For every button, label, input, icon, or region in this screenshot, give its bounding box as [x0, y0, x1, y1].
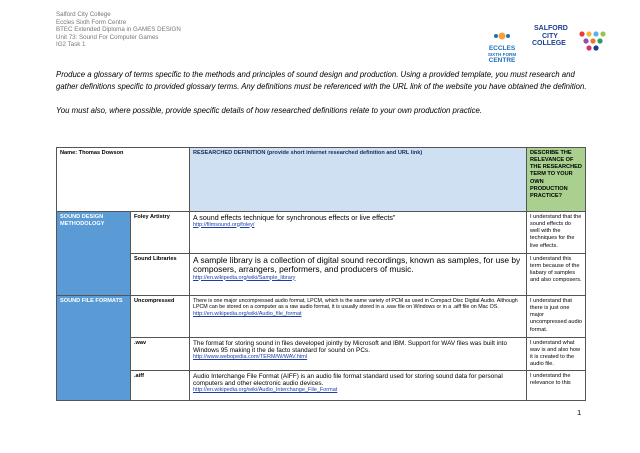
salford-logo-text-3: COLLEGE [532, 40, 566, 47]
header-line: IG2 Task 1 [56, 41, 86, 49]
eccles-logo-graphic [482, 32, 522, 40]
glossary-term: Uncompressed [131, 296, 190, 338]
eccles-logo-text-3: CENTRE [488, 57, 516, 64]
relevance-text: I understand the relevance to this [527, 371, 586, 401]
table-row [57, 371, 586, 401]
salford-city-college-logo [530, 25, 616, 55]
instructions-paragraph: You must also, where possible, provide specific details of how researched definitions relate to your own production practice. [56, 105, 483, 115]
salford-logo-dots [578, 29, 616, 51]
definition-cell [190, 296, 527, 338]
table-row [57, 212, 586, 254]
definition-link[interactable]: http://filmsound.org/foley/ [193, 221, 255, 228]
definition-text: Audio Interchange File Format (AIFF) is an audio file format standard used for storing sound data for personal computers and other electronic audio devices. [193, 372, 503, 387]
table-row [57, 254, 586, 296]
definition-text: There is one major uncompressed audio format, LPCM, which is the same variety of PCM as used in Compact Disc Digital Audio. Although LPCM can be stored on a computer as a raw audio format, it is usually stored in a .wav file on Windows or in a .aiff file on Mac OS. [193, 297, 518, 311]
eccles-centre-logo [482, 27, 522, 64]
table-row [57, 338, 586, 371]
salford-logo-text-1: SALFORD [534, 25, 568, 32]
definition-link[interactable]: http://en.wikipedia.org/wiki/Sample_library [193, 274, 296, 281]
definition-link[interactable]: http://en.wikipedia.org/wiki/Audio_file_format [193, 310, 302, 317]
header-line: BTEC Extended Diploma in GAMES DESIGN [56, 26, 181, 34]
header-line: Unit 73: Sound For Computer Games [56, 33, 159, 41]
assignment-instructions [56, 69, 596, 128]
eccles-logo-text-2: SIXTH FORM [487, 52, 517, 57]
table-row [57, 296, 586, 338]
definition-cell [190, 212, 527, 254]
relevance-text: I understand that there is just one major uncompressed audio format. [527, 296, 586, 338]
definition-link[interactable]: http://www.webopedia.com/TERM/W/WAV.html [193, 353, 308, 360]
definition-text: A sound effects technique for synchronous effects or live effects" [193, 213, 396, 222]
glossary-term: Foley Artistry [131, 212, 190, 254]
relevance-text: I understand what wav is and also how it is created to the audio file. [527, 338, 586, 371]
header-line: Eccles Sixth Form Centre [56, 18, 127, 26]
salford-logo-text-2: CITY [542, 32, 558, 40]
definition-text: A sample library is a collection of digital sound recordings, known as samples, for use by composers, arrangers, performers, and producers of music. [193, 254, 521, 274]
describe-relevance-header: DESCRIBE THE RELEVANCE OF THE RESEARCHED TERM TO YOUR OWN PRODUCTION PRACTICE? [527, 148, 586, 212]
table-header-row [57, 148, 586, 212]
student-name: Name: Thomas Dowson [57, 148, 190, 212]
relevance-text: I understand this term because of the liabary of samples and also composers. [527, 254, 586, 296]
glossary-term: .aiff [131, 371, 190, 401]
relevance-text: I understand that the sound effects do well with the techniques for the live effects. [527, 212, 586, 254]
research-definition-header: RESEARCHED DEFINITION (provide short internet researched definition and URL link) [190, 148, 527, 212]
definition-cell [190, 338, 527, 371]
category-sound-design-methodology: SOUND DESIGN METHODOLOGY [57, 212, 131, 296]
glossary-term: Sound Libraries [131, 254, 190, 296]
definition-text: The format for storing sound in files developed jointly by Microsoft and IBM. Support for WAV files was built into Windows 95 making it the de facto standard for sound on PCs. [193, 339, 507, 354]
definition-cell [190, 371, 527, 401]
eccles-logo-text-1: ECCLES [488, 45, 516, 52]
page-number: 1 [577, 408, 582, 417]
header-line: Salford City College [56, 11, 111, 18]
glossary-term: .wav [131, 338, 190, 371]
document-header [56, 11, 181, 49]
instructions-paragraph: Produce a glossary of terms specific to the methods and principles of sound design and production. Using a provided template, you must research and gather definitions specific to provided glossary terms. Any definitions must be referenced with the URL link of the website you have obtained the definition. [56, 70, 587, 92]
glossary-table [56, 147, 586, 401]
definition-link[interactable]: http://en.wikipedia.org/wiki/Audio_Interchange_File_Format [193, 387, 338, 394]
definition-cell [190, 254, 527, 296]
category-sound-file-formats: SOUND FILE FORMATS [57, 296, 131, 401]
